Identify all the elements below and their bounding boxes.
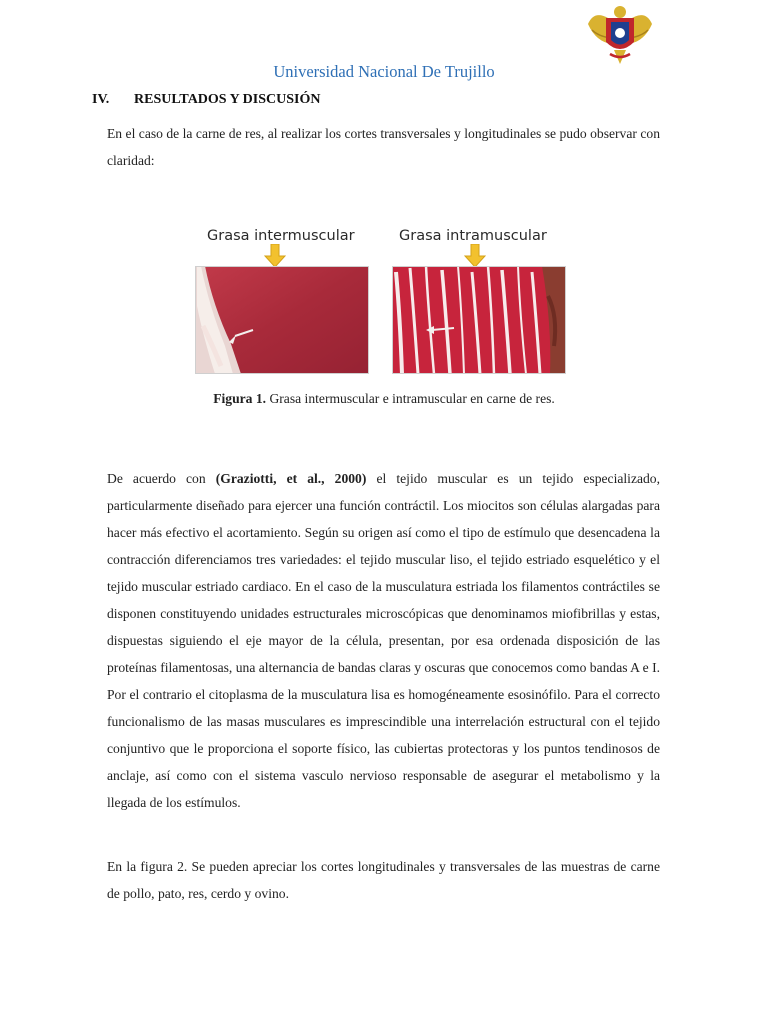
university-title: Universidad Nacional De Trujillo — [273, 62, 495, 81]
beef-intermuscular-photo — [195, 266, 369, 374]
paragraph-lead: De acuerdo con — [107, 471, 216, 486]
paragraph-text: el tejido muscular es un tejido especializado, particularmente diseñado para ejercer una función contráctil. Los miocitos son células alargadas para hacer más efectivo el acortamiento. Según su origen así como el tipo de estímulo que desencadena la contracción diferenciamos tres variedades: el tejido muscular liso, el tejido estriado esquelético y el tejido muscular estriado cardiaco. En el caso de la musculatura estriada los filamentos contráctiles se disponen constituyendo unidades estructurales microscópicas que denominamos miofibrillas y estas, dispuestas siguiendo el eje mayor de la célula, presentan, por esa ordenada disposición de las proteínas filamentosas, una alternancia de bandas claras y oscuras que conocemos como bandas A e I. Por el contrario el citoplasma de la musculatura lisa es homogéneamente esosinófilo. Para el correcto funcionalismo de las masas musculares es imprescindible una interrelación estructural con el tejido conjuntivo que le proporciona el soporte físico, las cubiertas protectoras y los puntos tendinosos de anclaje, así como con el sistema vasculo nervioso responsable de asegurar el metabolismo y la llegada de los estímulos. — [107, 471, 661, 810]
section-heading — [92, 92, 320, 108]
down-arrow-icon — [264, 244, 286, 268]
figure-label-intramuscular: Grasa intramuscular — [399, 228, 547, 244]
citation: (Graziotti, et al., 2000) — [215, 471, 367, 486]
section-title: RESULTADOS Y DISCUSIÓN — [134, 92, 321, 107]
figure-caption — [0, 391, 768, 407]
figure-label-intermuscular: Grasa intermuscular — [207, 228, 355, 244]
university-crest-icon — [584, 2, 656, 68]
figure-caption-text: Grasa intermuscular e intramuscular en carne de res. — [266, 391, 555, 406]
body-paragraph-2: En la figura 2. Se pueden apreciar los cortes longitudinales y transversales de las muestras de carne de pollo, pato, res, cerdo y ovino. — [107, 859, 660, 901]
section-number: IV. — [92, 92, 110, 107]
body-paragraph-1 — [107, 465, 660, 816]
intro-paragraph: En el caso de la carne de res, al realizar los cortes transversales y longitudinales se pudo observar con claridad: — [107, 126, 660, 168]
beef-intramuscular-photo — [392, 266, 566, 374]
figure-caption-label: Figura 1. — [213, 391, 267, 406]
down-arrow-icon — [464, 244, 486, 268]
